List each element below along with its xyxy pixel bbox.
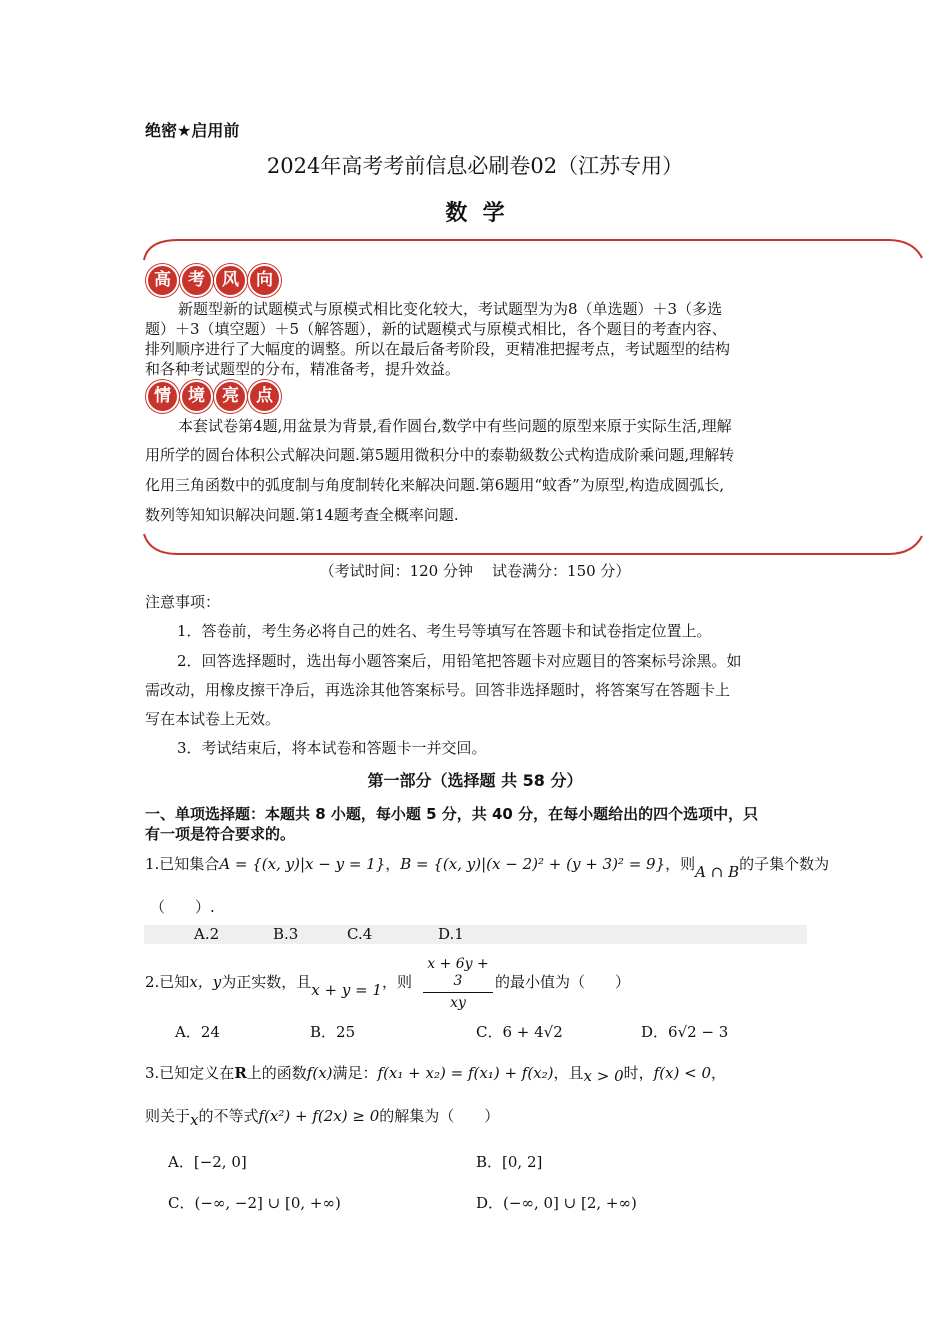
badge-char: 风 bbox=[214, 264, 247, 297]
q2-option-c: C．6 + 4√2 bbox=[476, 1023, 563, 1041]
note-item-2-line1: 2．回答选择题时，选出每小题答案后，用铅笔把答题卡对应题目的答案标号涂黑。如 bbox=[177, 652, 742, 670]
q3-text3: ，且 bbox=[553, 1064, 584, 1082]
badge-char: 考 bbox=[180, 264, 213, 297]
q2-fraction bbox=[423, 956, 493, 1012]
q2-text1: 为正实数，且 bbox=[221, 973, 312, 991]
q3-option-a-label: A． bbox=[168, 1153, 194, 1171]
note-item-3: 3．考试结束后，将本试卷和答题卡一并交回。 bbox=[177, 739, 487, 757]
q3-text2: 满足： bbox=[332, 1064, 378, 1082]
q2-text2: ，则 bbox=[381, 973, 412, 991]
question-3 bbox=[145, 1062, 726, 1083]
q2-fraction-bar bbox=[423, 992, 493, 993]
q1-option-b: B.3 bbox=[273, 925, 299, 943]
q3-var: x bbox=[190, 1111, 199, 1129]
note-item-1: 1．答卷前，考生务必将自己的姓名、考生号等填写在答题卡和试卷指定位置上。 bbox=[177, 622, 712, 640]
q3-text4: 时， bbox=[623, 1064, 654, 1082]
note-item-2-line2: 需改动，用橡皮擦干净后，再选涂其他答案标号。回答非选择题时，将答案写在答题卡上 bbox=[145, 681, 731, 699]
q3-line2-suffix: 的解集为（ ） bbox=[379, 1107, 500, 1125]
q1-option-c: C.4 bbox=[347, 925, 373, 943]
q3-text5: ， bbox=[711, 1064, 727, 1082]
badge-char: 点 bbox=[248, 380, 281, 413]
notes-heading: 注意事项： bbox=[145, 593, 221, 611]
q3-option-a-value: [−2, 0] bbox=[193, 1153, 247, 1171]
q3-real-set: R bbox=[234, 1064, 247, 1082]
badge-char: 亮 bbox=[214, 380, 247, 413]
q3-condition: x > 0 bbox=[583, 1067, 624, 1085]
q3-line2-prefix: 则关于 bbox=[145, 1107, 191, 1125]
q3-option-d-label: D． bbox=[476, 1194, 504, 1212]
q3-option-b-label: B． bbox=[476, 1153, 503, 1171]
badge-char: 高 bbox=[146, 264, 179, 297]
q1-prefix: 1.已知集合 bbox=[145, 855, 220, 873]
q1-options-row bbox=[144, 925, 807, 944]
para1-line3: 排列顺序进行了大幅度的调整。所以在最后备考阶段，更精准把握考点，考试题型的结构 bbox=[145, 340, 731, 358]
q1-mid: ，则 bbox=[665, 855, 696, 873]
q3-option-c-value: (−∞, −2] ∪ [0, +∞) bbox=[194, 1194, 341, 1212]
q3-option-b bbox=[476, 1151, 542, 1172]
q3-text1: 上的函数 bbox=[246, 1064, 307, 1082]
question-2 bbox=[145, 971, 412, 999]
q1-suffix: 的子集个数为 bbox=[739, 855, 830, 873]
para1-line2: 题）＋3（填空题）＋5（解答题），新的试题模式与原模式相比，各个题目的考查内容、 bbox=[145, 320, 727, 338]
para2-line4: 数列等知知识解决问题.第14题考查全概率问题. bbox=[145, 506, 459, 524]
q2-option-d: D．6√2 − 3 bbox=[641, 1023, 729, 1041]
q1-set-b: B = {(x, y)|(x − 2)² + (y + 3)² = 9} bbox=[400, 855, 666, 873]
badge-char: 情 bbox=[146, 380, 179, 413]
para1-line1: 新题型新的试题模式与原模式相比变化较大，考试题型为为8（单选题）＋3（多选 bbox=[178, 300, 723, 318]
q3-option-c-label: C． bbox=[168, 1194, 195, 1212]
q2-suffix: 的最小值为（ ） bbox=[495, 973, 631, 991]
exam-info: （考试时间：120 分钟 试卷满分：150 分） bbox=[319, 562, 631, 580]
q2-option-b: B．25 bbox=[310, 1023, 356, 1041]
q2-vars: x，y bbox=[189, 973, 222, 991]
q3-prefix: 3.已知定义在 bbox=[145, 1064, 235, 1082]
q3-option-d bbox=[476, 1192, 637, 1213]
q1-sep: ， bbox=[385, 855, 401, 873]
para2-line3: 化用三角函数中的弧度制与角度制转化来解决问题.第6题用“蚊香”为原型,构造成圆弧长, bbox=[145, 476, 725, 494]
badge-gaokao-fengxiang bbox=[146, 264, 281, 297]
q3-line2-text: 的不等式 bbox=[198, 1107, 259, 1125]
q2-denominator: xy bbox=[450, 995, 466, 1011]
secret-mark: 绝密★启用前 bbox=[145, 121, 240, 140]
section-heading-line1: 一、单项选择题：本题共 8 小题，每小题 5 分，共 40 分，在每小题给出的四个选项中，只 bbox=[145, 805, 759, 823]
badge-char: 向 bbox=[248, 264, 281, 297]
para2-line2: 用所学的圆台体积公式解决问题.第5题用微积分中的泰勒級数公式构造成阶乘问题,理解转 bbox=[145, 446, 735, 464]
q3-inequality: f(x) < 0 bbox=[653, 1064, 712, 1082]
q1-option-a: A.2 bbox=[194, 925, 220, 943]
q3-option-c bbox=[168, 1192, 341, 1213]
q1-set-a: A = {(x, y)|x − y = 1} bbox=[219, 855, 386, 873]
q2-numerator: x + 6y + 3 bbox=[427, 956, 489, 989]
question-3-line2 bbox=[145, 1105, 500, 1129]
badge-qingjing-liangdian bbox=[146, 380, 281, 413]
question-1 bbox=[145, 853, 830, 881]
page-title: 2024年高考考前信息必刷卷02（江苏专用） bbox=[266, 154, 684, 178]
q1-option-d: D.1 bbox=[438, 925, 464, 943]
q2-condition: x + y = 1 bbox=[311, 981, 382, 999]
part1-title: 第一部分（选择题 共 58 分） bbox=[367, 771, 583, 790]
q3-option-a bbox=[168, 1151, 247, 1172]
section-heading-line2: 有一项是符合要求的。 bbox=[145, 825, 296, 843]
para2-line1: 本套试卷第4题,用盆景为背景,看作圆台,数学中有些问题的原型来原于实际生活,理解 bbox=[178, 417, 732, 435]
q1-intersection: A ∩ B bbox=[695, 863, 740, 881]
badge-char: 境 bbox=[180, 380, 213, 413]
q3-option-d-value: (−∞, 0] ∪ [2, +∞) bbox=[503, 1194, 637, 1212]
q1-answer-paren: （ ）. bbox=[150, 898, 215, 916]
subject-title: 数 学 bbox=[445, 201, 505, 226]
q3-equation: f(x₁ + x₂) = f(x₁) + f(x₂) bbox=[377, 1064, 554, 1082]
note-item-2-line3: 写在本试卷上无效。 bbox=[145, 710, 281, 728]
q3-inequality-2: f(x²) + f(2x) ≥ 0 bbox=[258, 1107, 380, 1125]
q3-fx: f(x) bbox=[306, 1064, 333, 1082]
q2-option-a: A．24 bbox=[175, 1023, 220, 1041]
q3-option-b-value: [0, 2] bbox=[502, 1153, 543, 1171]
q2-prefix: 2.已知 bbox=[145, 973, 190, 991]
para1-line4: 和各种考试题型的分布，精准备考，提升效益。 bbox=[145, 360, 461, 378]
